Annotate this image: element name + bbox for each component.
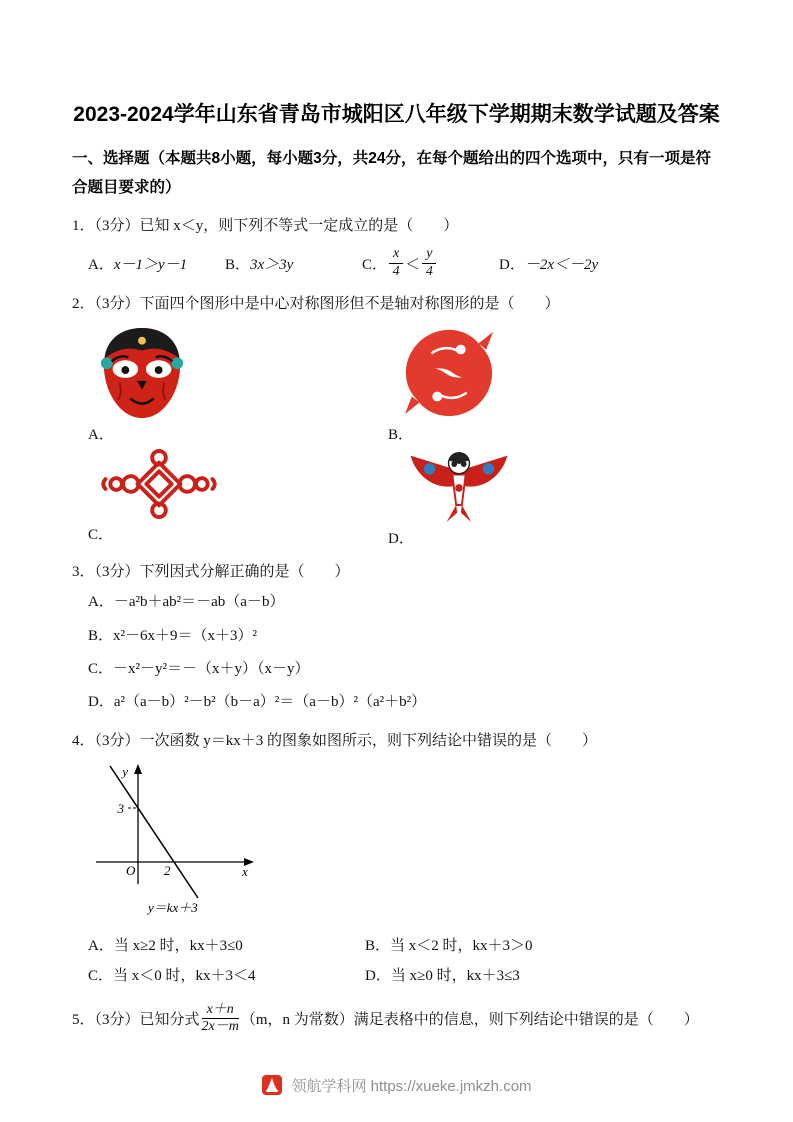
option-label: D．	[499, 257, 525, 274]
graph-x-intercept-label: 2	[164, 862, 171, 878]
question-3-stem: 3．（3分）下列因式分解正确的是（ ）	[72, 564, 350, 581]
q1-option-c	[362, 247, 499, 279]
q3-option-c: C．－x²－y²＝－（x＋y）（x－y）	[88, 660, 310, 677]
question-4-stem: 4．（3分）一次函数 y＝kx＋3 的图象如图所示，则下列结论中错误的是（ ）	[72, 733, 598, 750]
q2-figure-d	[372, 448, 721, 548]
kite-figure	[406, 448, 512, 524]
q4-option-d: D．当 x≥0 时，kx＋3≤3	[365, 967, 520, 984]
function-graph	[86, 762, 261, 920]
q2-figure-d-label: D．	[388, 531, 414, 548]
fraction-xn-over-2xm: $\frac{x+n}{2x-m}$	[201, 1001, 239, 1035]
q5-stem-after: （m，n 为常数）满足表格中的信息，则下列结论中错误的是（ ）	[240, 1012, 699, 1029]
graph-y-axis-label: y	[122, 763, 128, 779]
graph-x-axis-label: x	[242, 863, 248, 879]
footer-logo-icon	[261, 1074, 283, 1096]
paper-cut-fish-figure	[402, 326, 496, 420]
option-text: x－1＞y－1	[113, 257, 188, 274]
option-text: －2x＜－2y	[524, 257, 599, 274]
q1-option-b	[225, 253, 362, 274]
relation-sign: ＜	[405, 257, 421, 274]
q1-option-d	[499, 253, 598, 274]
graph-y-intercept-label: 3	[117, 800, 124, 816]
option-label: C．	[362, 257, 388, 274]
chinese-knot-figure	[100, 448, 218, 520]
question-4-graph-wrap	[86, 762, 721, 925]
document-title: 2023-2024学年山东省青岛市城阳区八年级下学期期末数学试题及答案	[73, 103, 720, 126]
q2-figure-b-label: B．	[388, 427, 414, 444]
footer-site-link[interactable]: 领航学科网 https://xueke.jmkzh.com	[291, 1077, 532, 1095]
q3-option-b: B．x²－6x＋9＝（x＋3）²	[88, 627, 257, 644]
fraction-x-over-4: $\frac{x}{4}$	[389, 247, 403, 279]
question-1-options	[72, 247, 721, 279]
fraction-y-over-4: $\frac{y}{4}$	[422, 247, 436, 279]
question-2-stem: 2．（3分）下面四个图形中是中心对称图形但不是轴对称图形的是（ ）	[72, 295, 560, 312]
q3-option-a: A．－a²b＋ab²＝－ab（a－b）	[88, 594, 285, 611]
graph-line-label: y＝kx＋3	[148, 899, 198, 915]
q2-figure-c	[72, 448, 372, 548]
question-1-stem: 1．（3分）已知 x＜y，则下列不等式一定成立的是（ ）	[72, 218, 459, 235]
question-4-options	[72, 931, 721, 991]
question-5-stem	[72, 1003, 721, 1035]
q4-option-a: A．当 x≥2 时，kx＋3≤0	[88, 937, 243, 954]
q5-stem-before: 5．（3分）已知分式	[72, 1012, 200, 1029]
q3-option-d: D．a²（a－b）²－b²（b－a）²＝（a－b）²（a²＋b²）	[88, 694, 427, 711]
q2-figure-a-label: A．	[88, 427, 114, 444]
q4-option-c: C．当 x＜0 时，kx＋3＜4	[88, 967, 256, 984]
option-label: A．	[88, 257, 114, 274]
q2-figure-b	[372, 326, 721, 444]
graph-origin-label: O	[126, 862, 136, 878]
q1-option-a	[88, 253, 225, 274]
option-text: 3x＞3y	[250, 257, 294, 274]
question-2-figures	[72, 326, 721, 548]
option-label: B．	[225, 257, 251, 274]
q4-option-b: B．当 x＜2 时，kx＋3＞0	[365, 937, 533, 954]
page-footer	[0, 1074, 793, 1096]
section-choice-header: 一、选择题（本题共8小题，每小题3分，共24分，在每个题给出的四个选项中，只有一项是符合题目要求的）	[72, 149, 711, 196]
question-3-options	[72, 588, 721, 717]
q2-figure-c-label: C．	[88, 527, 114, 544]
q2-figure-a	[72, 326, 372, 444]
opera-mask-figure	[96, 326, 188, 420]
